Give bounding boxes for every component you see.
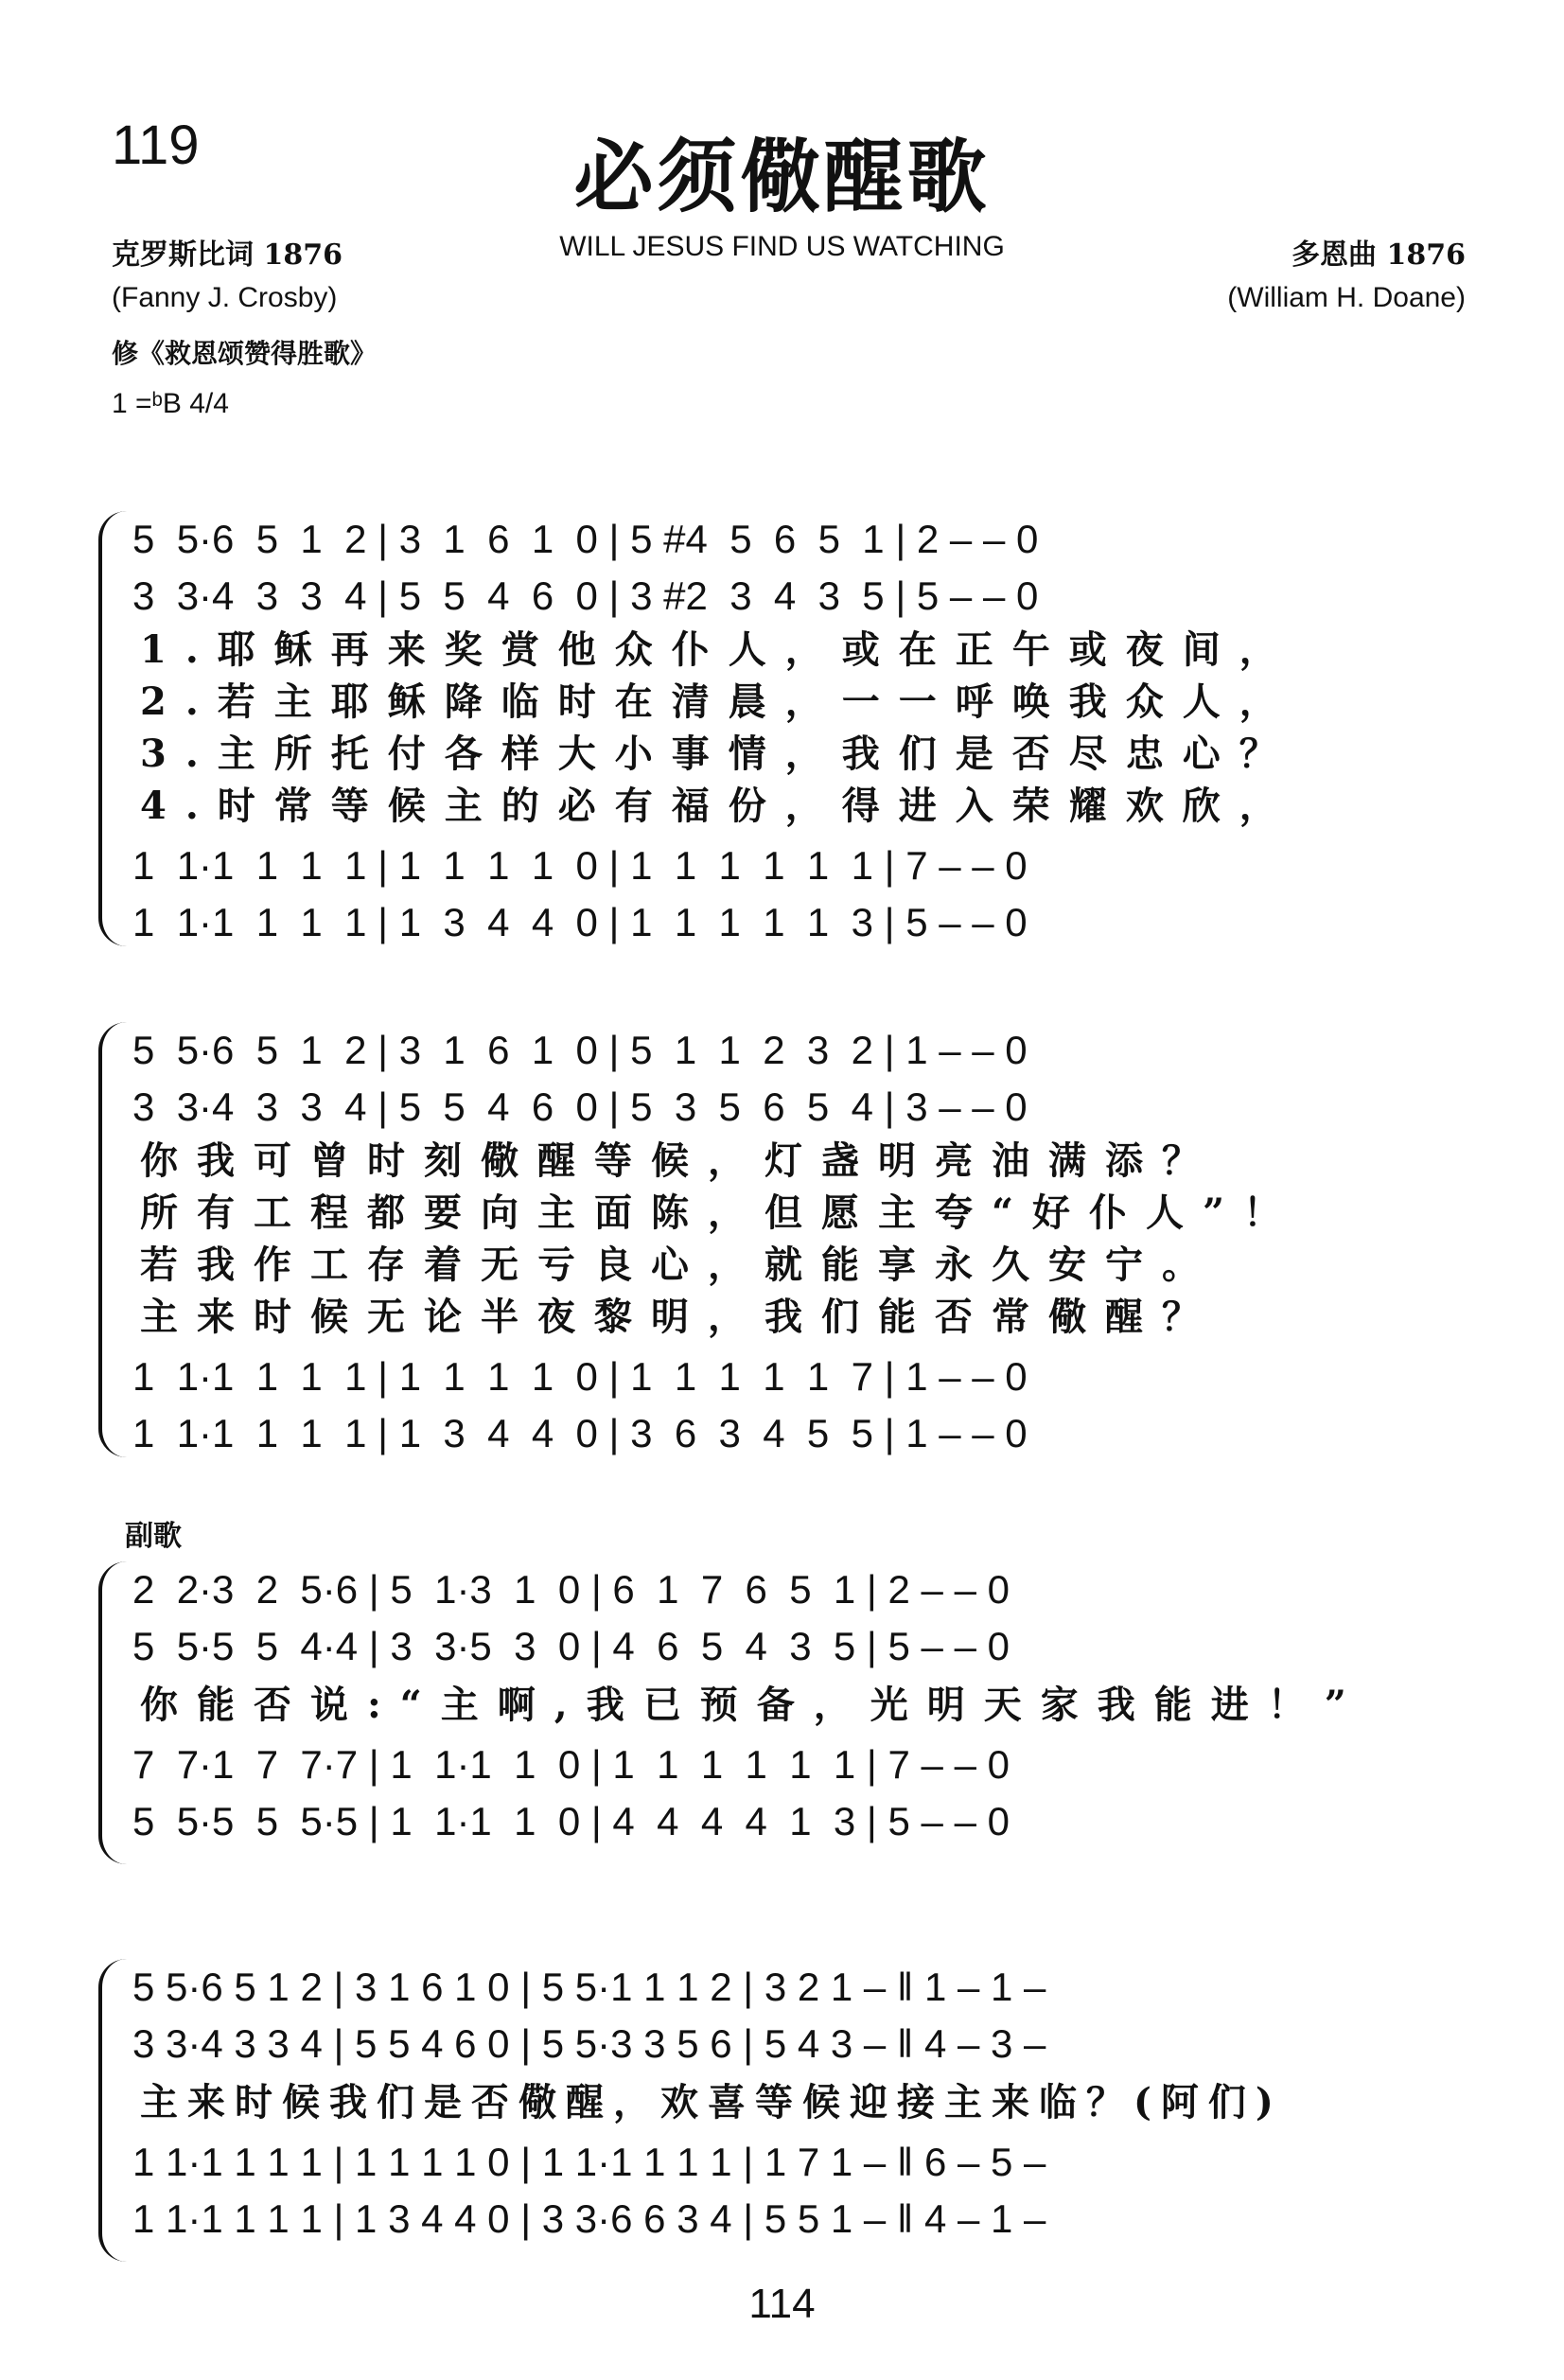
- refrain-label: 副歌: [125, 1520, 182, 1553]
- composer-english: (William H. Doane): [1227, 282, 1466, 313]
- soprano-line: 5 5·6 5 1 2 | 3 1 6 1 0 | 5 5·1 1 1 2 | 3 2 1 – ‖ 1 – 1 –: [132, 1965, 1046, 2009]
- tenor-line: 1 1·1 1 1 1 | 1 1 1 1 0 | 1 1 1 1 1 1 | 7 – – 0: [132, 843, 1028, 888]
- bass-line: 5 5·5 5 5·5 | 1 1·1 1 0 | 4 4 4 4 1 3 | 5 – – 0: [132, 1799, 1010, 1843]
- alto-line: 3 3·4 3 3 4 | 5 5 4 6 0 | 5 5·3 3 5 6 | 5 4 3 – ‖ 4 – 3 –: [132, 2021, 1046, 2066]
- lyric-verse-2: 所有工程都要向主面陈，但愿主夸“好仆人”！: [140, 1190, 1301, 1235]
- page-number: 114: [748, 2281, 816, 2327]
- soprano-line: 5 5·6 5 1 2 | 3 1 6 1 0 | 5 1 1 2 3 2 | 1 – – 0: [132, 1028, 1028, 1072]
- tenor-line: 7 7·1 7 7·7 | 1 1·1 1 0 | 1 1 1 1 1 1 | 7 – – 0: [132, 1742, 1010, 1787]
- score-system-2: [0, 1003, 1564, 1476]
- composer: 多恩曲 1876: [1292, 238, 1466, 272]
- system-brace: [98, 511, 131, 946]
- lyric-verse-4: 4.时常等候主的必有福份，得进入荣耀欢欣，: [140, 784, 1296, 828]
- system-brace: [98, 1959, 131, 2262]
- system-brace: [98, 1561, 131, 1864]
- score-system-4: [0, 1940, 1564, 2281]
- score-system-1: [0, 492, 1564, 965]
- lyricist-english: (Fanny J. Crosby): [112, 282, 338, 313]
- key-signature: 1 =ᵇB 4/4: [112, 388, 229, 419]
- hymn-number: 119: [112, 115, 200, 176]
- lyric-verse-2: 2.若主耶稣降临时在清晨，一一呼唤我众人，: [140, 679, 1296, 724]
- lyric-final: 主来时候我们是否儆醒，欢喜等候迎接主来临？(阿们): [140, 2080, 1283, 2124]
- lyric-verse-1: 1.耶稣再来奖赏他众仆人，或在正午或夜间，: [140, 627, 1296, 672]
- tenor-line: 1 1·1 1 1 1 | 1 1 1 1 0 | 1 1 1 1 1 7 | 1 – – 0: [132, 1354, 1028, 1399]
- alto-line: 3 3·4 3 3 4 | 5 5 4 6 0 | 5 3 5 6 5 4 | 3 – – 0: [132, 1084, 1028, 1129]
- lyric-verse-1: 你我可曾时刻儆醒等候，灯盏明亮油满添？: [140, 1138, 1219, 1183]
- alto-line: 5 5·5 5 4·4 | 3 3·5 3 0 | 4 6 5 4 3 5 | 5 – – 0: [132, 1624, 1010, 1668]
- bass-line: 1 1·1 1 1 1 | 1 3 4 4 0 | 3 6 3 4 5 5 | 1 – – 0: [132, 1411, 1028, 1455]
- lyric-refrain: 你能否说:“主啊,我已预备，光明天家我能进！”: [140, 1683, 1365, 1727]
- english-title: WILL JESUS FIND US WATCHING: [559, 231, 1005, 262]
- lyric-verse-3: 3.主所托付各样大小事情，我们是否尽忠心？: [140, 732, 1296, 776]
- soprano-line: 5 5·6 5 1 2 | 3 1 6 1 0 | 5 #4 5 6 5 1 | 2 – – 0: [132, 517, 1039, 561]
- revision-note: 修《救恩颂赞得胜歌》: [112, 338, 378, 369]
- lyric-verse-4: 主来时候无论半夜黎明，我们能否常儆醒？: [140, 1295, 1219, 1339]
- soprano-line: 2 2·3 2 5·6 | 5 1·3 1 0 | 6 1 7 6 5 1 | 2 – – 0: [132, 1567, 1010, 1612]
- tenor-line: 1 1·1 1 1 1 | 1 1 1 1 0 | 1 1·1 1 1 1 | 1 7 1 – ‖ 6 – 5 –: [132, 2140, 1046, 2184]
- lyricist: 克罗斯比词 1876: [112, 238, 343, 272]
- bass-line: 1 1·1 1 1 1 | 1 3 4 4 0 | 1 1 1 1 1 3 | 5 – – 0: [132, 900, 1028, 944]
- system-brace: [98, 1022, 131, 1457]
- alto-line: 3 3·4 3 3 4 | 5 5 4 6 0 | 3 #2 3 4 3 5 | 5 – – 0: [132, 573, 1039, 618]
- bass-line: 1 1·1 1 1 1 | 1 3 4 4 0 | 3 3·6 6 3 4 | 5 5 1 – ‖ 4 – 1 –: [132, 2196, 1046, 2241]
- hymn-title: 必须儆醒歌: [573, 130, 991, 223]
- lyric-verse-3: 若我作工存着无亏良心，就能享永久安宁。: [140, 1243, 1219, 1287]
- score-system-3-refrain: [0, 1543, 1564, 1883]
